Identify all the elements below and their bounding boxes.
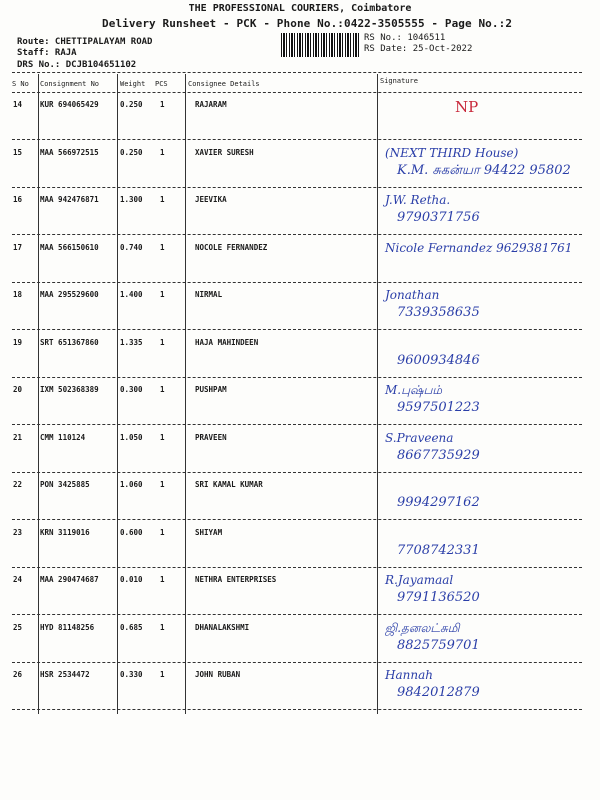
row-separator [12,472,582,473]
row-weight: 0.010 [120,575,143,584]
signature-text: M.புஷ்பம் [385,383,443,397]
row-pcs: 1 [160,243,165,252]
signature-text: NP [455,98,479,116]
signature-text: Hannah [385,668,433,682]
row-separator [12,519,582,520]
row-separator [12,282,582,283]
row-sno: 19 [13,338,23,347]
row-weight: 1.400 [120,290,143,299]
signature-text: 8667735929 [397,448,480,463]
signature-text: 9994297162 [397,495,480,510]
row-consignment-no: MAA 290474687 [40,575,99,584]
signature-text: 7708742331 [397,543,480,558]
row-pcs: 1 [160,385,165,394]
row-consignee: PRAVEEN [195,433,227,442]
company-title: THE PROFESSIONAL COURIERS, Coimbatore [188,3,412,14]
row-consignee: SHIYAM [195,528,223,537]
col-pcs: PCS [155,80,168,88]
row-pcs: 1 [160,528,165,537]
row-separator [12,424,582,425]
row-weight: 1.335 [120,338,143,347]
row-weight: 1.300 [120,195,143,204]
row-separator [12,377,582,378]
row-consignment-no: IXM 502368389 [40,385,99,394]
row-pcs: 1 [160,100,165,109]
row-consignee: NIRMAL [195,290,223,299]
staff-label: Staff: RAJA [17,48,77,58]
row-weight: 1.060 [120,480,143,489]
col-consignee: Consignee Details [188,80,260,88]
row-consignee: DHANALAKSHMI [195,623,250,632]
row-weight: 0.685 [120,623,143,632]
rs-date: RS Date: 25-Oct-2022 [364,44,473,54]
row-consignee: XAVIER SURESH [195,148,254,157]
row-consignment-no: MAA 295529600 [40,290,99,299]
signature-text: Jonathan [385,288,440,302]
header-rule-top [12,72,582,73]
signature-text: 8825759701 [397,638,480,653]
row-sno: 25 [13,623,23,632]
col-divider [185,74,186,714]
row-weight: 0.600 [120,528,143,537]
row-consignee: NETHRA ENTERPRISES [195,575,277,584]
col-consignment: Consignment No [40,80,100,88]
row-pcs: 1 [160,290,165,299]
row-sno: 21 [13,433,23,442]
col-sno: S No [12,80,29,88]
row-sno: 24 [13,575,23,584]
rs-number: RS No.: 1046511 [364,33,446,43]
header-rule-bottom [12,92,582,93]
signature-text: R.Jayamaal [385,573,454,587]
signature-text: 9842012879 [397,685,480,700]
col-divider [377,74,378,714]
row-separator [12,567,582,568]
row-weight: 0.250 [120,148,143,157]
signature-text: ஜி.தனலட்சுமி [385,621,460,635]
row-separator [12,662,582,663]
row-separator [12,139,582,140]
row-weight: 0.300 [120,385,143,394]
row-consignee: PUSHPAM [195,385,227,394]
row-pcs: 1 [160,148,165,157]
row-consignment-no: MAA 566972515 [40,148,99,157]
col-divider [38,74,39,714]
drs-number: DRS No.: DCJB104651102 [17,60,137,70]
row-consignment-no: HSR 2534472 [40,670,90,679]
row-consignment-no: PON 3425885 [40,480,90,489]
signature-text: K.M. சுகன்யா 94422 95802 [397,163,571,178]
runsheet-title: Delivery Runsheet - PCK - Phone No.:0422-3505555 - Page No.:2 [102,17,513,30]
col-divider [117,74,118,714]
row-consignee: NOCOLE FERNANDEZ [195,243,268,252]
row-pcs: 1 [160,575,165,584]
row-weight: 1.050 [120,433,143,442]
row-weight: 0.250 [120,100,143,109]
row-pcs: 1 [160,433,165,442]
row-sno: 16 [13,195,23,204]
row-separator [12,234,582,235]
row-consignment-no: CMM 110124 [40,433,86,442]
row-consignee: JOHN RUBAN [195,670,241,679]
signature-text: (NEXT THIRD House) [385,146,519,160]
row-consignment-no: KRN 3119016 [40,528,90,537]
signature-text: S.Praveena [385,431,454,445]
signature-text: J.W. Retha. [385,193,451,207]
row-consignee: SRI KAMAL KUMAR [195,480,263,489]
col-weight: Weight [120,80,146,88]
row-sno: 22 [13,480,23,489]
row-sno: 15 [13,148,23,157]
row-pcs: 1 [160,480,165,489]
row-weight: 0.740 [120,243,143,252]
signature-text: 9791136520 [397,590,480,605]
row-pcs: 1 [160,623,165,632]
signature-text: 9600934846 [397,353,480,368]
signature-text: 9790371756 [397,210,480,225]
col-signature: Signature [380,77,418,85]
signature-text: 9597501223 [397,400,480,415]
row-separator [12,187,582,188]
row-pcs: 1 [160,670,165,679]
row-consignment-no: MAA 566150610 [40,243,99,252]
row-sno: 20 [13,385,23,394]
row-consignment-no: SRT 651367860 [40,338,99,347]
row-separator [12,614,582,615]
row-separator [12,329,582,330]
signature-text: 7339358635 [397,305,480,320]
signature-text: Nicole Fernandez 9629381761 [385,241,573,255]
row-sno: 18 [13,290,23,299]
barcode [281,33,361,57]
row-consignment-no: HYD 81148256 [40,623,95,632]
row-consignment-no: KUR 694065429 [40,100,99,109]
row-consignee: HAJA MAHINDEEN [195,338,259,347]
row-sno: 14 [13,100,23,109]
row-separator [12,709,582,710]
row-consignment-no: MAA 942476871 [40,195,99,204]
row-consignee: JEEVIKA [195,195,227,204]
row-pcs: 1 [160,338,165,347]
row-consignee: RAJARAM [195,100,227,109]
row-sno: 26 [13,670,23,679]
row-weight: 0.330 [120,670,143,679]
row-sno: 23 [13,528,23,537]
route-label: Route: CHETTIPALAYAM ROAD [17,37,153,47]
row-pcs: 1 [160,195,165,204]
row-sno: 17 [13,243,23,252]
